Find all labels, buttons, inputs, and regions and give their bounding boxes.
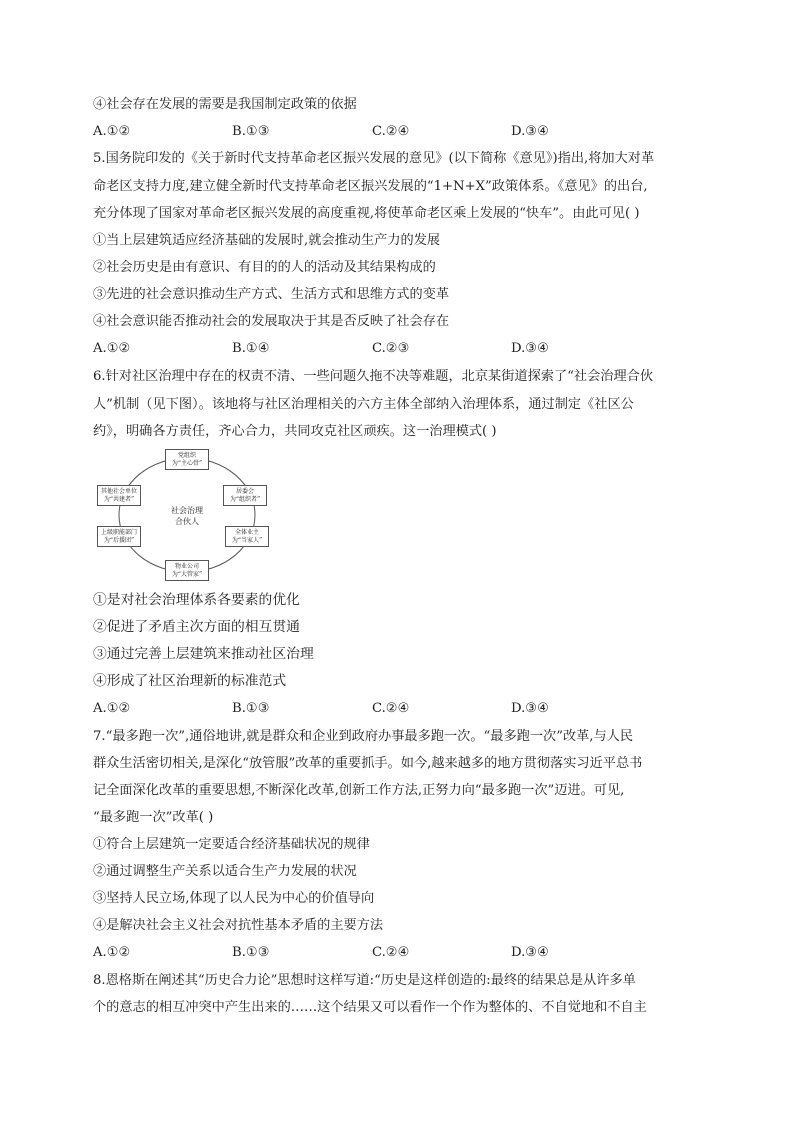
governance-diagram — [93, 445, 283, 585]
q7-options — [93, 944, 708, 962]
q7-stem-4: “最多跑一次”改革( ) — [93, 810, 214, 825]
option-c: C.②④ — [372, 945, 410, 960]
option-d: D.③④ — [511, 945, 549, 960]
q4-options — [93, 123, 708, 141]
diagram-node-units: 其他社会单位 为“共建者” — [97, 485, 141, 506]
q5-stem-3: 充分体现了国家对革命老区振兴发展的高度重视,将使革命老区乘上发展的“快车”。由此可见( ) — [93, 206, 640, 221]
diagram-node-owners: 全体业主 为“当家人” — [225, 526, 269, 547]
option-b: B.①③ — [232, 124, 270, 139]
q5-item-3: ③先进的社会意识推动生产方式、生活方式和思维方式的变革 — [93, 287, 450, 302]
option-b: B.①④ — [232, 341, 270, 356]
q5-item-2: ②社会历史是由有意识、有目的的人的活动及其结果构成的 — [93, 260, 436, 275]
q7-item-2: ②通过调整生产关系以适合生产力发展的状况 — [93, 864, 357, 879]
option-c: C.②④ — [372, 124, 410, 139]
diagram-node-departments: 上级职能部门 为“后援团” — [97, 526, 141, 547]
q6-stem-1: 6.针对社区治理中存在的权责不清、一些问题久拖不决等难题，北京某街道探索了“社会治理合伙 — [93, 369, 654, 384]
q5-stem-1: 5.国务院印发的《关于新时代支持革命老区振兴发展的意见》(以下简称《意见》)指出,将加大对革 — [93, 151, 655, 166]
q4-item-4: ④社会存在发展的需要是我国制定政策的依据 — [93, 97, 357, 112]
option-b: B.①③ — [232, 701, 270, 716]
diagram-node-party: 党组织 为“主心骨” — [165, 449, 209, 470]
q5-stem-2: 命老区支持力度,建立健全新时代支持革命老区振兴发展的“1+N+X”政策体系。《意见》的出台, — [93, 179, 648, 194]
option-a: A.①② — [93, 124, 131, 139]
option-d: D.③④ — [511, 341, 549, 356]
q6-item-2: ②促进了矛盾主次方面的相互贯通 — [93, 619, 300, 635]
q7-stem-1: 7.“最多跑一次”,通俗地讲,就是群众和企业到政府办事最多跑一次。“最多跑一次”改革,与人民 — [93, 729, 634, 744]
q7-item-3: ③坚持人民立场,体现了以人民为中心的价值导向 — [93, 891, 375, 906]
option-d: D.③④ — [511, 124, 549, 139]
q7-item-1: ①符合上层建筑一定要适合经济基础状况的规律 — [93, 837, 370, 852]
option-a: A.①② — [93, 701, 131, 716]
q6-item-4: ④形成了社区治理新的标准范式 — [93, 673, 287, 689]
q5-item-1: ①当上层建筑适应经济基础的发展时,就会推动生产力的发展 — [93, 233, 441, 248]
q7-stem-2: 群众生活密切相关,是深化“放管服”改革的重要抓手。如今,越来越多的地方贯彻落实习近平总书 — [93, 756, 643, 771]
q8-stem-2: 个的意志的相互冲突中产生出来的……这个结果又可以看作一个作为整体的、不自觉地和不自主 — [93, 1000, 647, 1015]
q5-options — [93, 340, 708, 358]
option-b: B.①③ — [232, 945, 270, 960]
q8-stem-1: 8.恩格斯在阐述其“历史合力论”思想时这样写道:“历史是这样创造的:最终的结果总是从许多单 — [93, 973, 636, 988]
option-c: C.②③ — [372, 341, 410, 356]
q7-stem-3: 记全面深化改革的重要思想,不断深化改革,创新工作方法,正努力向“最多跑一次”迈进。可见, — [93, 783, 625, 798]
diagram-node-property: 物业公司 为“大管家” — [165, 560, 209, 581]
option-a: A.①② — [93, 341, 131, 356]
option-c: C.②④ — [372, 701, 410, 716]
option-d: D.③④ — [511, 701, 549, 716]
q6-stem-2: 人”机制（见下图）。该地将与社区治理相关的六方主体全部纳入治理体系，通过制定《社区公 — [93, 397, 634, 412]
q6-item-1: ①是对社会治理体系各要素的优化 — [93, 592, 300, 608]
option-a: A.①② — [93, 945, 131, 960]
q6-stem-3: 约》，明确各方责任，齐心合力，共同攻克社区顽疾。这一治理模式( ) — [93, 424, 497, 439]
q7-item-4: ④是解决社会主义社会对抗性基本矛盾的主要方法 — [93, 918, 384, 933]
q6-options — [93, 700, 708, 718]
diagram-center-label: 社会治理 合伙人 — [171, 506, 203, 526]
q6-item-3: ③通过完善上层建筑来推动社区治理 — [93, 646, 314, 662]
diagram-node-committee: 居委会 为“组织者” — [223, 485, 267, 506]
q5-item-4: ④社会意识能否推动社会的发展取决于其是否反映了社会存在 — [93, 314, 450, 329]
